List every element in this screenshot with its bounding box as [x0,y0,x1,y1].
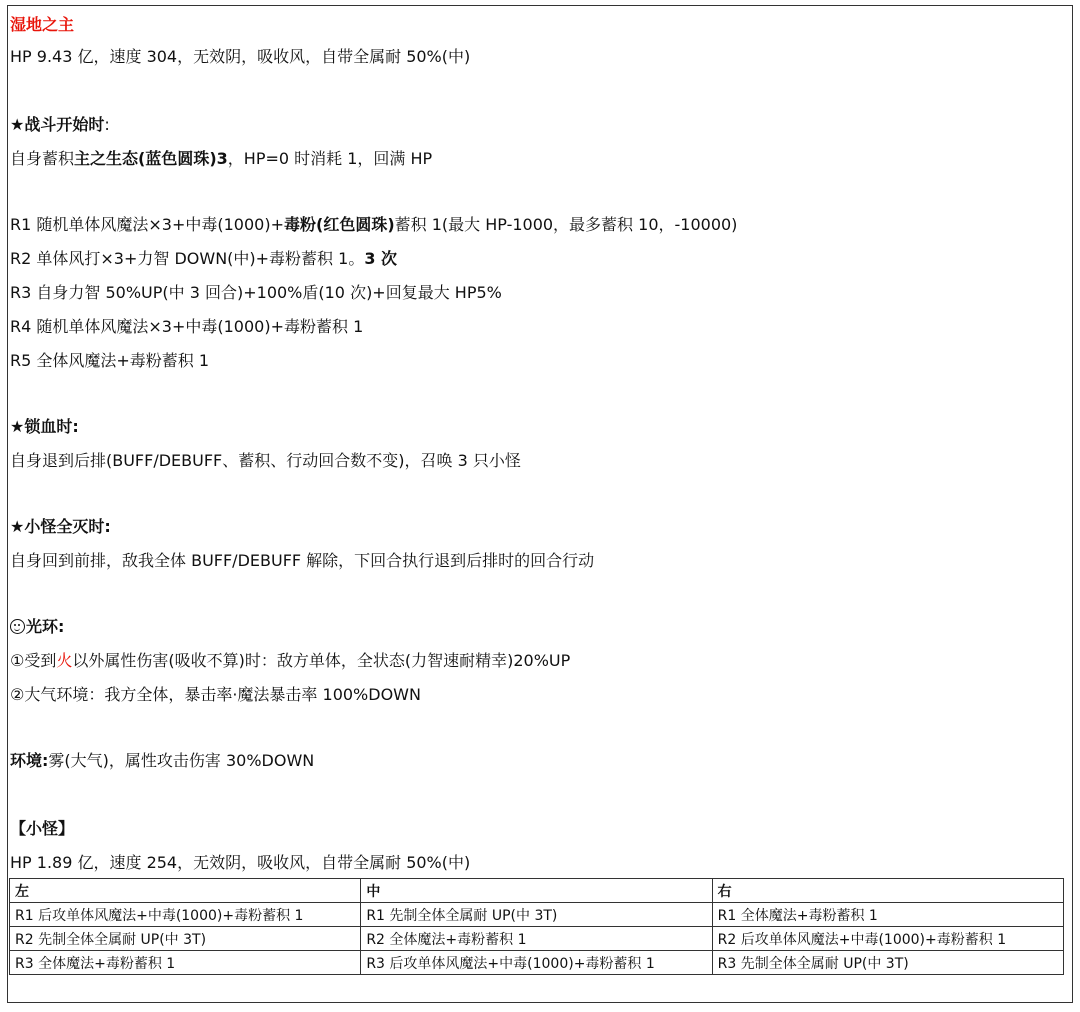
column-header-middle: 中 [361,879,712,903]
lock-desc: 自身退到后排(BUFF/DEBUFF、蓄积、行动回合数不变)，召唤 3 只小怪 [10,451,521,470]
column-header-right: 右 [712,879,1063,903]
minion-table [9,878,1064,975]
round-3: R3 自身力智 50%UP(中 3 回合)+100%盾(10 次)+回复最大 HP5% [10,283,502,302]
table-cell: R1 先制全体全属耐 UP(中 3T) [361,903,712,927]
round-1: R1 随机单体风魔法×3+中毒(1000)+毒粉(红色圆珠)蓄积 1(最大 HP-1000，最多蓄积 10，-10000) [10,215,738,234]
round-4: R4 随机单体风魔法×3+中毒(1000)+毒粉蓄积 1 [10,317,364,336]
aura-heading: 光环: [10,616,64,638]
lock-heading: ★锁血时: [10,417,79,436]
table-cell: R1 后攻单体风魔法+中毒(1000)+毒粉蓄积 1 [10,903,361,927]
battle-start-desc: 自身蓄积主之生态(蓝色圆珠)3，HP=0 时消耗 1，回满 HP [10,149,433,168]
wipe-heading: ★小怪全灭时: [10,517,111,536]
table-row [10,927,1064,951]
smiley-face-icon [10,619,25,634]
boss-title: 湿地之主 [10,15,75,34]
round-2: R2 单体风打×3+力智 DOWN(中)+毒粉蓄积 1。3 次 [10,249,398,268]
table-cell: R1 全体魔法+毒粉蓄积 1 [712,903,1063,927]
table-row [10,951,1064,975]
table-cell: R2 全体魔法+毒粉蓄积 1 [361,927,712,951]
battle-start-heading: ★战斗开始时: [10,115,110,134]
wipe-desc: 自身回到前排，敌我全体 BUFF/DEBUFF 解除，下回合执行退到后排时的回合行动 [10,551,595,570]
table-cell: R2 后攻单体风魔法+中毒(1000)+毒粉蓄积 1 [712,927,1063,951]
table-cell: R3 全体魔法+毒粉蓄积 1 [10,951,361,975]
table-header-row [10,879,1064,903]
environment: 环境:雾(大气)，属性攻击伤害 30%DOWN [10,751,315,770]
table-cell: R3 先制全体全属耐 UP(中 3T) [712,951,1063,975]
minion-heading: 【小怪】 [10,819,75,838]
table-cell: R2 先制全体全属耐 UP(中 3T) [10,927,361,951]
column-header-left: 左 [10,879,361,903]
aura-line-2: ②大气环境：我方全体，暴击率·魔法暴击率 100%DOWN [10,685,421,704]
table-row [10,903,1064,927]
boss-stats: HP 9.43 亿，速度 304，无效阴，吸收风，自带全属耐 50%(中) [10,47,471,66]
aura-line-1: ①受到火以外属性伤害(吸收不算)时：敌方单体，全状态(力智速耐精幸)20%UP [10,651,571,670]
round-5: R5 全体风魔法+毒粉蓄积 1 [10,351,210,370]
minion-stats: HP 1.89 亿，速度 254，无效阴，吸收风，自带全属耐 50%(中) [10,853,471,872]
table-cell: R3 后攻单体风魔法+中毒(1000)+毒粉蓄积 1 [361,951,712,975]
